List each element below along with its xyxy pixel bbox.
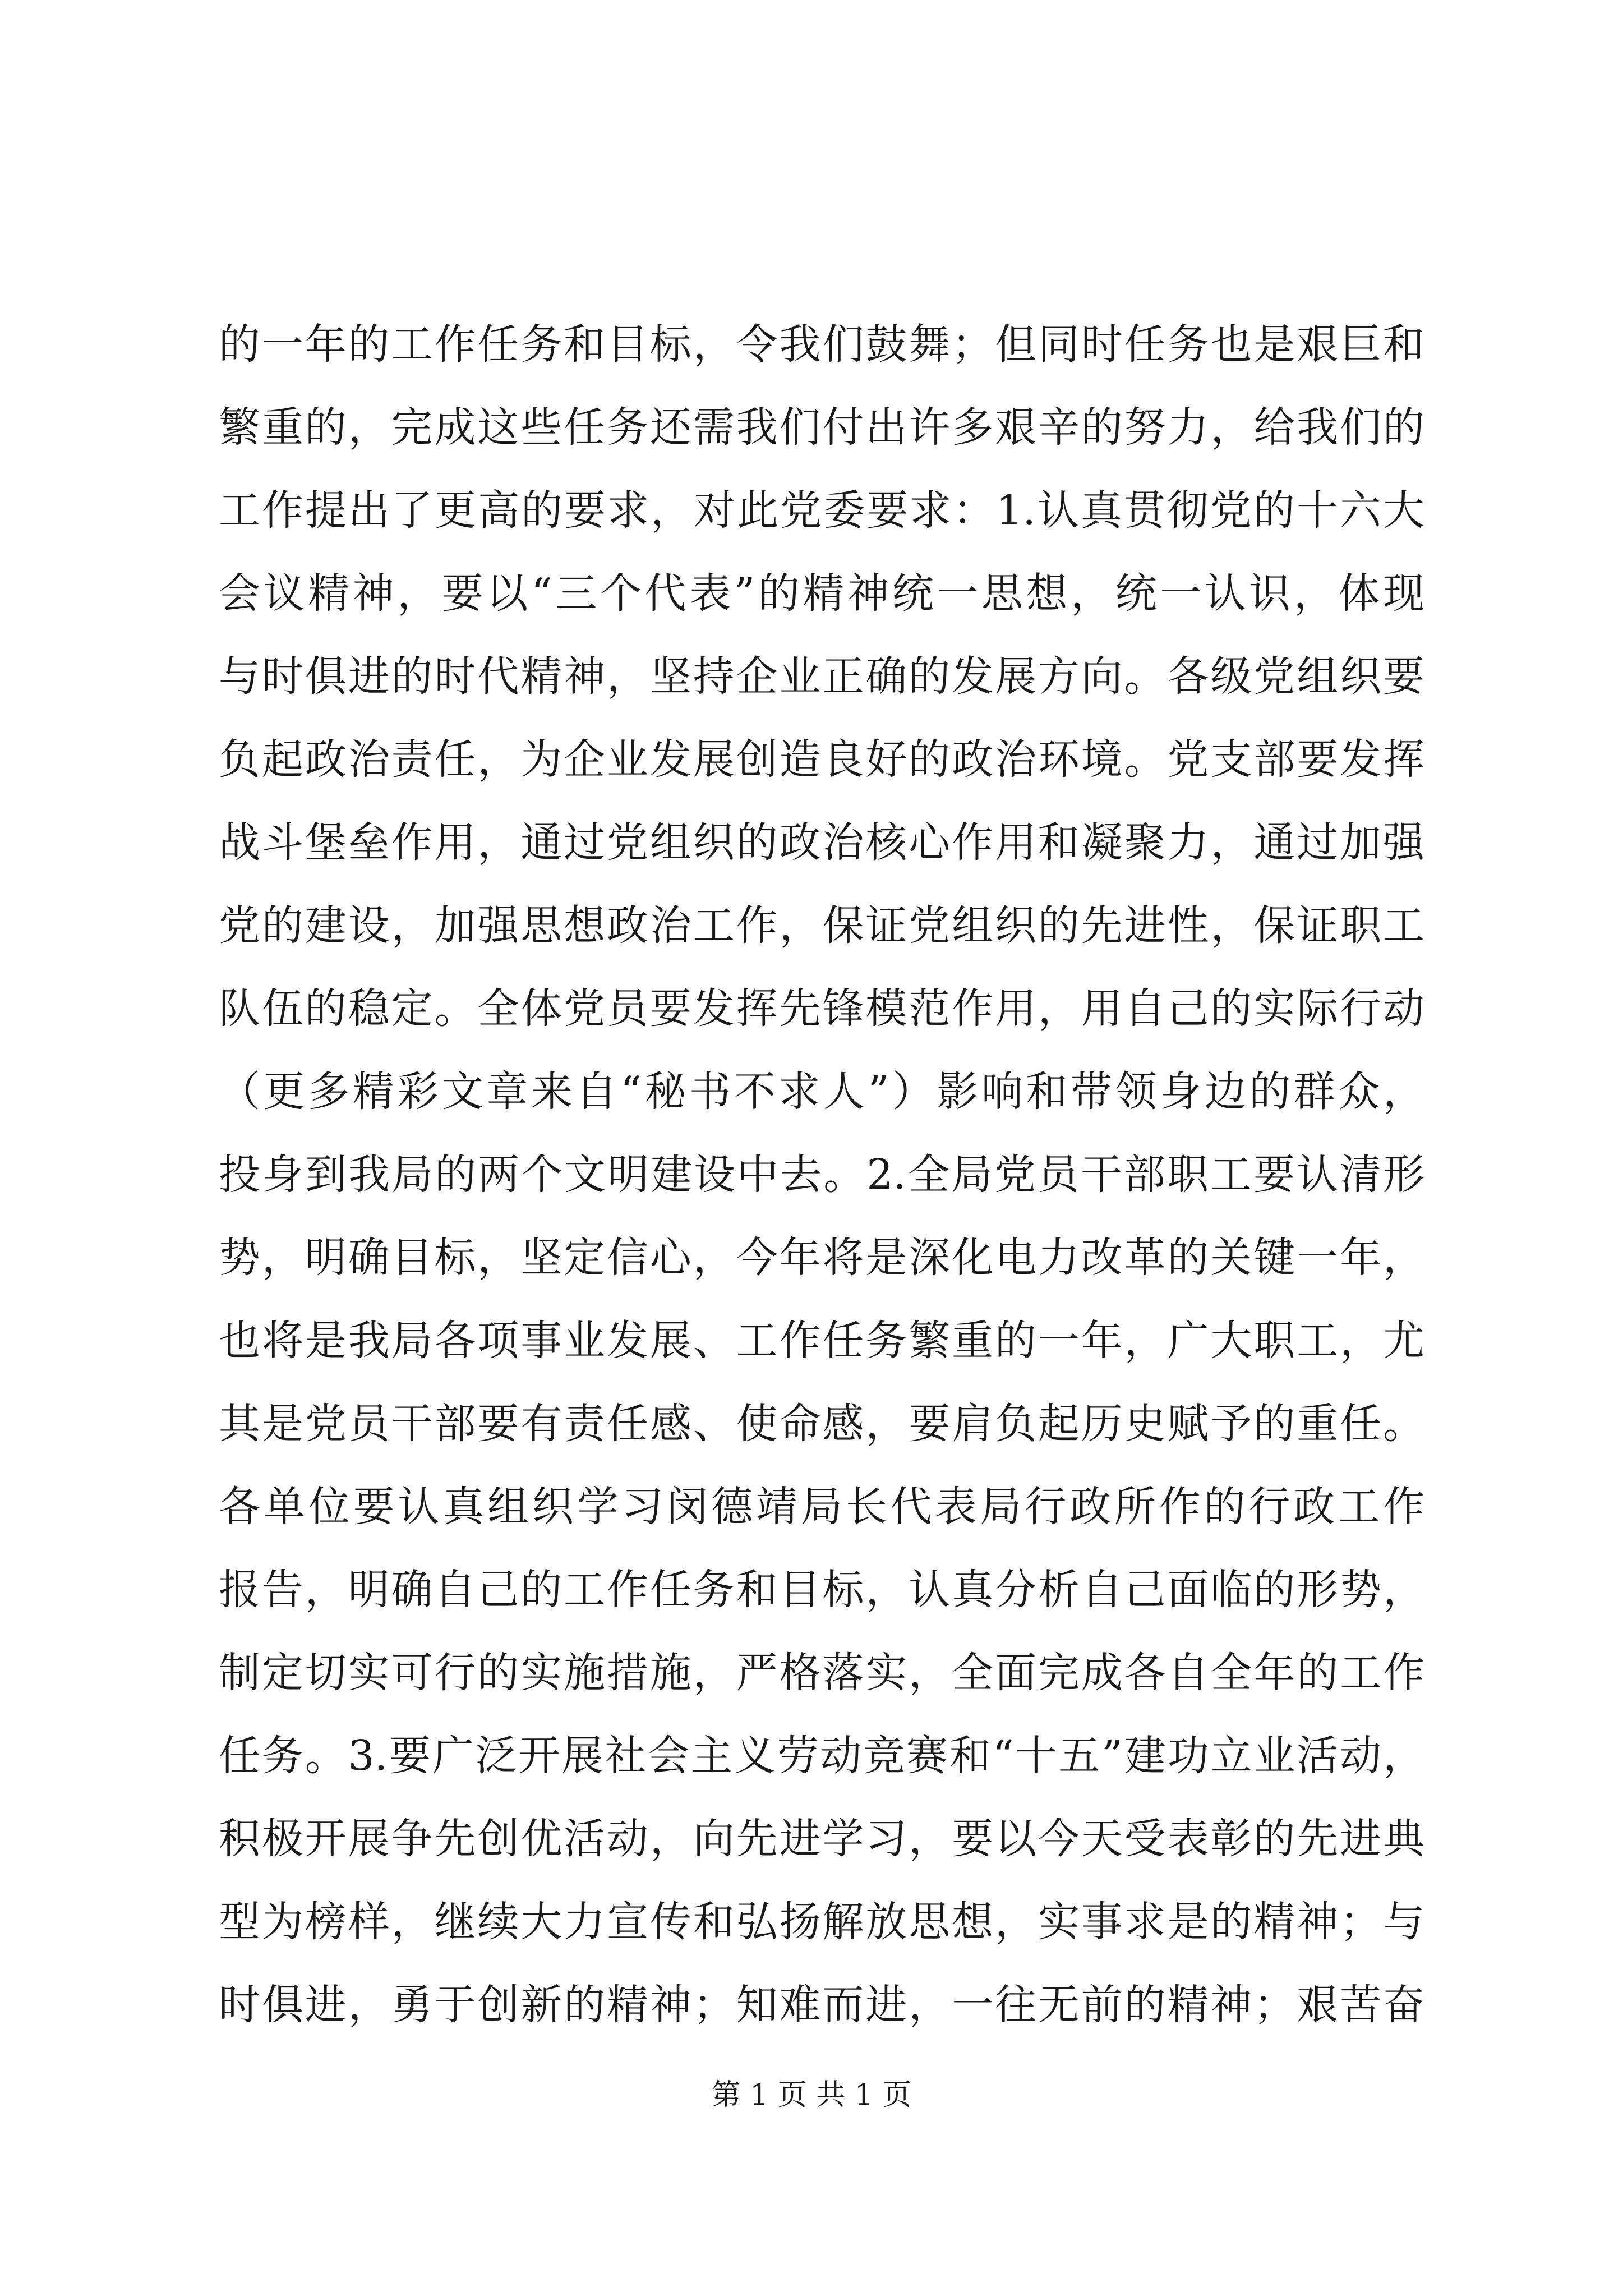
text-line: 制定切实可行的实施措施，严格落实，全面完成各自全年的工作 bbox=[219, 1649, 1424, 1697]
text-line: 型为榜样，继续大力宣传和弘扬解放思想，实事求是的精神；与 bbox=[219, 1898, 1424, 1946]
text-line: 也将是我局各项事业发展、工作任务繁重的一年，广大职工，尤 bbox=[219, 1317, 1424, 1365]
text-line: 投身到我局的两个文明建设中去。2.全局党员干部职工要认清形 bbox=[219, 1151, 1424, 1199]
text-line: （更多精彩文章来自“秘书不求人”）影响和带领身边的群众， bbox=[219, 1068, 1424, 1116]
text-line: 队伍的稳定。全体党员要发挥先锋模范作用，用自己的实际行动 bbox=[219, 984, 1424, 1033]
text-line: 战斗堡垒作用，通过党组织的政治核心作用和凝聚力，通过加强 bbox=[219, 818, 1424, 867]
text-line: 的一年的工作任务和目标，令我们鼓舞；但同时任务也是艰巨和 bbox=[219, 320, 1424, 369]
text-line: 势，明确目标，坚定信心，今年将是深化电力改革的关键一年， bbox=[219, 1234, 1424, 1282]
text-line: 繁重的，完成这些任务还需我们付出许多艰辛的努力，给我们的 bbox=[219, 403, 1424, 452]
text-line: 工作提出了更高的要求，对此党委要求：1.认真贯彻党的十六大 bbox=[219, 486, 1424, 535]
text-line: 时俱进，勇于创新的精神；知难而进，一往无前的精神；艰苦奋 bbox=[219, 1981, 1424, 2029]
text-line: 任务。3.要广泛开展社会主义劳动竞赛和“十五”建功立业活动， bbox=[219, 1732, 1424, 1780]
text-line: 负起政治责任，为企业发展创造良好的政治环境。党支部要发挥 bbox=[219, 735, 1424, 784]
text-line: 报告，明确自己的工作任务和目标，认真分析自己面临的形势， bbox=[219, 1566, 1424, 1614]
text-line: 积极开展争先创优活动，向先进学习，要以今天受表彰的先进典 bbox=[219, 1815, 1424, 1863]
page-footer: 第 1 页 共 1 页 bbox=[711, 2078, 912, 2112]
text-line: 党的建设，加强思想政治工作，保证党组织的先进性，保证职工 bbox=[219, 901, 1424, 950]
text-line: 与时俱进的时代精神，坚持企业正确的发展方向。各级党组织要 bbox=[219, 652, 1424, 701]
text-line: 各单位要认真组织学习闵德靖局长代表局行政所作的行政工作 bbox=[219, 1483, 1424, 1531]
text-line: 其是党员干部要有责任感、使命感，要肩负起历史赋予的重任。 bbox=[219, 1400, 1424, 1448]
body-text bbox=[219, 303, 1424, 2046]
text-line: 会议精神，要以“三个代表”的精神统一思想，统一认识，体现 bbox=[219, 569, 1424, 618]
